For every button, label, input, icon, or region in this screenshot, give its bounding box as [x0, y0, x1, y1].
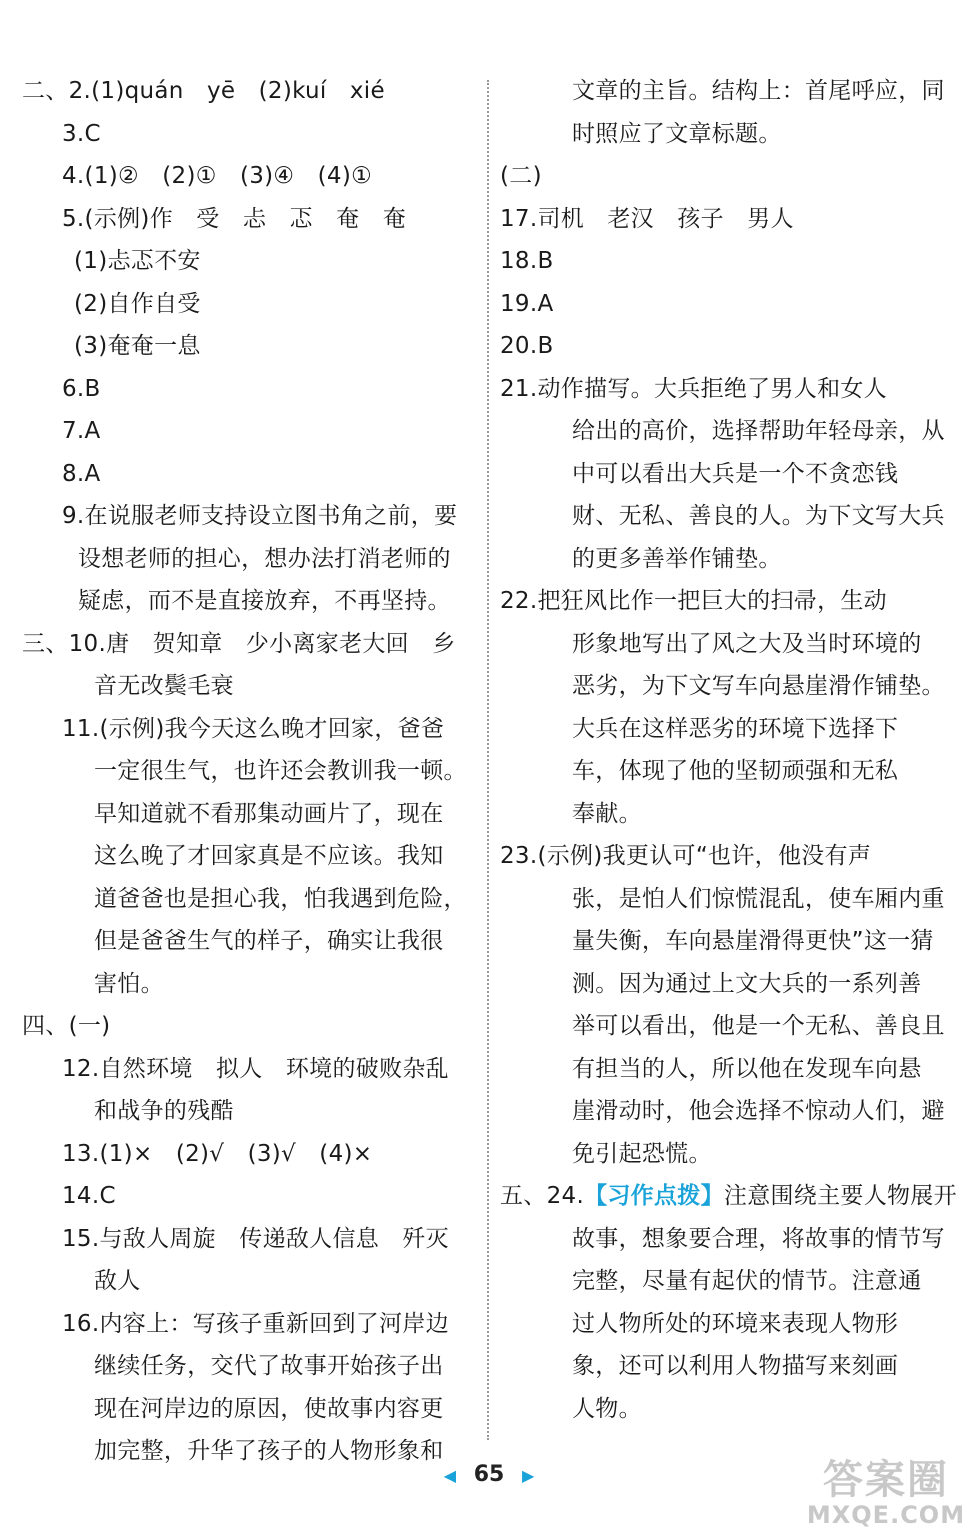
answer-text: 12.自然环境 拟人 环境的破败杂乱	[62, 1055, 449, 1082]
answer-line	[500, 1260, 955, 1303]
answer-line	[22, 623, 477, 666]
answer-text: (二)	[500, 163, 542, 189]
answer-text: 21.动作描写。大兵拒绝了男人和女人	[500, 375, 887, 402]
answer-text: 过人物所处的环境来表现人物形	[572, 1310, 899, 1337]
answer-line	[22, 325, 477, 368]
answer-line	[22, 1175, 477, 1218]
answer-text: 6.B	[62, 375, 101, 402]
answer-number: 五、24.	[500, 1183, 585, 1209]
watermark-logo	[806, 1458, 966, 1528]
answer-line	[500, 1133, 955, 1176]
answer-text: 张，是怕人们惊慌混乱，使车厢内重	[572, 885, 945, 912]
answer-text: 人物。	[572, 1395, 642, 1422]
answer-text: 18.B	[500, 248, 554, 274]
answer-line	[500, 1218, 955, 1261]
answer-text: 大兵在这样恶劣的环境下选择下	[572, 715, 899, 742]
answer-text: 文章的主旨。结构上：首尾呼应，同	[572, 78, 945, 104]
answer-text: 免引起恐慌。	[572, 1140, 712, 1167]
answer-text: 时照应了文章标题。	[572, 120, 782, 147]
answer-text: 和战争的残酷	[94, 1098, 234, 1124]
answer-line	[500, 538, 955, 581]
column-divider	[487, 80, 489, 1440]
answer-line	[22, 1048, 477, 1091]
answer-text: 三、10.唐 贺知章 少小离家老大回 乡	[22, 630, 456, 657]
answer-text: 4.(1)② (2)① (3)④ (4)①	[62, 163, 373, 189]
answer-text: 5.(示例)作 受 忐 忑 奄 奄	[62, 205, 406, 232]
answer-line	[22, 963, 477, 1006]
answer-line	[500, 623, 955, 666]
answer-line	[500, 920, 955, 963]
answer-line	[22, 410, 477, 453]
answer-line	[500, 580, 955, 623]
answer-line	[22, 1303, 477, 1346]
answer-text: 害怕。	[94, 970, 164, 997]
answer-text: 二、2.(1)quán yē (2)kuí xié	[22, 78, 385, 104]
answer-text: 敌人	[94, 1268, 141, 1294]
answer-text: 奉献。	[572, 800, 642, 827]
answer-text: 量失衡，车向悬崖滑得更快”这一猜	[572, 928, 934, 954]
answer-line	[22, 198, 477, 241]
answer-text: 14.C	[62, 1183, 116, 1209]
answer-text: 音无改鬓毛衰	[94, 673, 234, 699]
answer-text: 8.A	[62, 460, 101, 487]
answer-text: 20.B	[500, 333, 554, 359]
answer-line	[22, 708, 477, 751]
answer-line	[500, 1090, 955, 1133]
left-column	[22, 70, 477, 1473]
answer-line	[22, 70, 477, 113]
answer-line	[22, 155, 477, 198]
answer-text: 16.内容上：写孩子重新回到了河岸边	[62, 1310, 449, 1337]
answer-text: 11.(示例)我今天这么晚才回家，爸爸	[62, 715, 445, 742]
answer-line	[500, 325, 955, 368]
answer-line	[22, 750, 477, 793]
answer-text: (3)奄奄一息	[74, 333, 201, 359]
right-column	[500, 70, 955, 1430]
answer-line	[22, 495, 477, 538]
answer-line	[500, 198, 955, 241]
answer-text: 22.把狂风比作一把巨大的扫帚，生动	[500, 588, 887, 614]
answer-text: (2)自作自受	[74, 290, 201, 317]
answer-line	[500, 708, 955, 751]
answer-text: 但是爸爸生气的样子，确实让我很	[94, 928, 444, 954]
answer-line	[500, 1005, 955, 1048]
answer-text: 举可以看出，他是一个无私、善良且	[572, 1013, 945, 1039]
answer-text: 17.司机 老汉 孩子 男人	[500, 205, 794, 232]
watermark-url: MXQE.COM	[806, 1501, 966, 1529]
answer-line	[500, 453, 955, 496]
answer-text: 9.在说服老师支持设立图书角之前，要	[62, 503, 458, 529]
answer-line	[500, 835, 955, 878]
answer-text: 现在河岸边的原因，使故事内容更	[94, 1395, 444, 1422]
answer-text: 财、无私、善良的人。为下文写大兵	[572, 503, 945, 529]
answer-text: 道爸爸也是担心我，怕我遇到危险，	[94, 885, 467, 912]
watermark-title: 答案圈	[823, 1457, 949, 1503]
answer-line	[500, 1048, 955, 1091]
answer-line	[500, 155, 955, 198]
answer-line	[22, 1133, 477, 1176]
answer-line	[22, 1005, 477, 1048]
prev-arrow-icon: ◀	[443, 1465, 457, 1485]
answer-line	[500, 1303, 955, 1346]
answer-line	[500, 240, 955, 283]
answer-line	[22, 368, 477, 411]
answer-line	[22, 1345, 477, 1388]
answer-line	[500, 1175, 955, 1218]
answer-text: 测。因为通过上文大兵的一系列善	[572, 970, 922, 997]
answer-line	[22, 793, 477, 836]
answer-text: 23.(示例)我更认可“也许，他没有声	[500, 843, 872, 869]
answer-line	[500, 665, 955, 708]
answer-text: 中可以看出大兵是一个不贪恋钱	[572, 460, 899, 487]
answer-text: 设想老师的担心，想办法打消老师的	[78, 545, 451, 572]
answer-line	[22, 240, 477, 283]
answer-text: 故事，想象要合理，将故事的情节写	[572, 1225, 945, 1252]
answer-text: (1)忐忑不安	[74, 248, 201, 274]
answer-line	[500, 368, 955, 411]
answer-line	[22, 1388, 477, 1431]
answer-line	[22, 453, 477, 496]
answer-text: 的更多善举作铺垫。	[572, 545, 782, 572]
answer-text: 车，体现了他的坚韧顽强和无私	[572, 758, 899, 784]
answer-line	[22, 835, 477, 878]
answer-line	[22, 113, 477, 156]
answer-text: 继续任务，交代了故事开始孩子出	[94, 1353, 444, 1379]
answer-text: 一定很生气，也许还会教训我一顿。	[94, 758, 467, 784]
answer-text: 13.(1)× (2)√ (3)√ (4)×	[62, 1140, 373, 1167]
answer-text: 19.A	[500, 290, 554, 317]
answer-text: 四、(一)	[22, 1013, 111, 1039]
answer-line	[500, 495, 955, 538]
answer-line	[22, 878, 477, 921]
answer-text: 完整，尽量有起伏的情节。注意通	[572, 1268, 922, 1294]
tip-tag: 【习作点拨】	[584, 1183, 724, 1209]
next-arrow-icon: ▶	[521, 1465, 535, 1485]
answer-line	[22, 1260, 477, 1303]
answer-text: 7.A	[62, 418, 101, 444]
answer-line	[500, 750, 955, 793]
answer-text: 加完整，升华了孩子的人物形象和	[94, 1438, 444, 1464]
answer-text: 有担当的人，所以他在发现车向悬	[572, 1055, 922, 1082]
answer-line	[500, 793, 955, 836]
answer-line	[22, 1090, 477, 1133]
answer-text: 崖滑动时，他会选择不惊动人们，避	[572, 1098, 945, 1124]
answer-line	[22, 580, 477, 623]
answer-text: 恶劣，为下文写车向悬崖滑作铺垫。	[572, 673, 945, 699]
answer-line	[500, 70, 955, 113]
answer-text: 给出的高价，选择帮助年轻母亲，从	[572, 418, 945, 444]
answer-line	[500, 878, 955, 921]
answer-line	[500, 410, 955, 453]
answer-line	[500, 963, 955, 1006]
answer-text: 形象地写出了风之大及当时环境的	[572, 630, 922, 657]
answer-text: 注意围绕主要人物展开	[723, 1183, 957, 1209]
answer-text: 象，还可以利用人物描写来刻画	[572, 1353, 899, 1379]
answer-line	[500, 1345, 955, 1388]
answer-line	[22, 665, 477, 708]
answer-text: 早知道就不看那集动画片了，现在	[94, 800, 444, 827]
answer-text: 这么晚了才回家真是不应该。我知	[94, 843, 444, 869]
answer-line	[22, 1218, 477, 1261]
answer-text: 15.与敌人周旋 传递敌人信息 歼灭	[62, 1225, 449, 1252]
page-number: 65	[473, 1462, 505, 1487]
answer-line	[500, 113, 955, 156]
answer-line	[500, 283, 955, 326]
answer-line	[22, 283, 477, 326]
answer-line	[22, 920, 477, 963]
answer-line	[500, 1388, 955, 1431]
answer-line	[22, 538, 477, 581]
answer-text: 疑虑，而不是直接放弃，不再坚持。	[78, 588, 451, 614]
answer-text: 3.C	[62, 120, 101, 147]
